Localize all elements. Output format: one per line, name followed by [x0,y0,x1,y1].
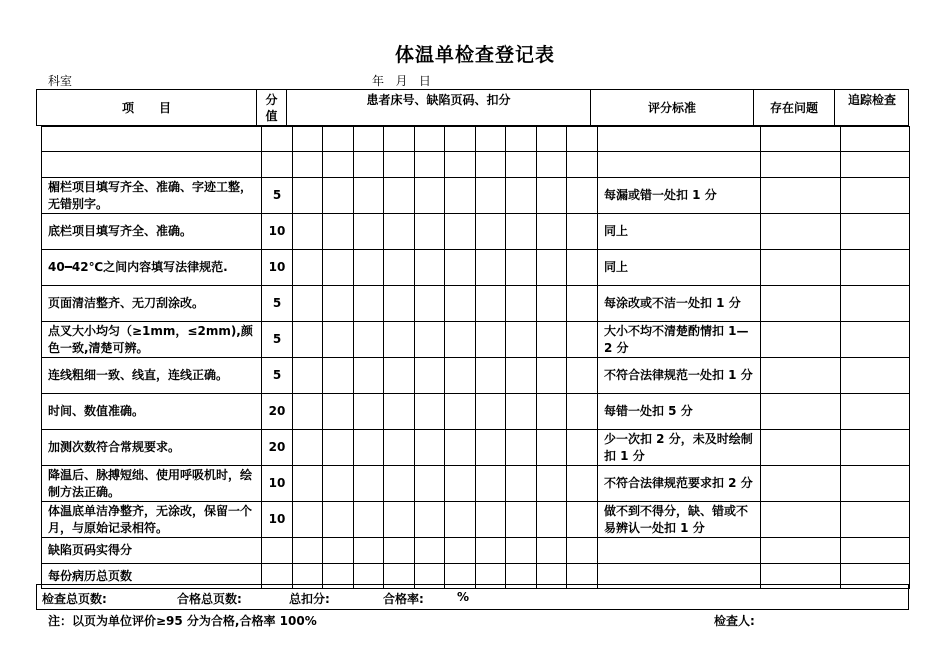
patient-cell[interactable] [323,127,354,152]
patient-cell[interactable] [293,286,323,322]
patient-cell[interactable] [476,214,506,250]
inspection-table [41,126,910,589]
patient-cell[interactable] [567,214,598,250]
patient-cell[interactable] [506,127,537,152]
table-row [42,394,910,430]
row-score: 10 [262,466,293,502]
issues-cell[interactable] [761,430,841,466]
patient-cell[interactable] [567,394,598,430]
patient-cell[interactable] [354,250,384,286]
patient-cell[interactable] [323,322,354,358]
patient-cell[interactable] [415,466,445,502]
row-item: 体温底单洁净整齐，无涂改，保留一个月，与原始记录相符。 [42,502,262,538]
percent-sign: % [457,590,470,604]
followup-cell[interactable] [841,430,910,466]
row-criteria: 每错一处扣 5 分 [598,394,761,430]
issues-cell[interactable] [761,152,841,178]
patient-cell[interactable] [384,127,415,152]
row-criteria: 不符合法律规范要求扣 2 分 [598,466,761,502]
table-row [42,358,910,394]
row-item [42,152,262,178]
patient-cell[interactable] [506,250,537,286]
patient-cell[interactable] [384,466,415,502]
followup-cell[interactable] [841,178,910,214]
patient-cell[interactable] [476,250,506,286]
pass-rate-label: 合格率: [383,592,424,606]
patient-cell[interactable] [445,430,476,466]
patient-cell[interactable] [323,466,354,502]
patient-cell[interactable] [445,502,476,538]
header-item: 项 目 [121,101,172,115]
issues-cell[interactable] [761,250,841,286]
issues-cell[interactable] [761,466,841,502]
row-score: 10 [262,214,293,250]
patient-cell[interactable] [476,127,506,152]
patient-cell[interactable] [384,214,415,250]
patient-cell[interactable] [384,394,415,430]
patient-cell[interactable] [293,358,323,394]
patient-cell[interactable] [476,178,506,214]
header-followup: 追踪检查 [847,93,896,107]
row-criteria: 做不到不得分，缺、错或不易辨认一处扣 1 分 [598,502,761,538]
patient-cell[interactable] [506,358,537,394]
patient-cell[interactable] [476,538,506,564]
patient-cell[interactable] [445,214,476,250]
issues-cell[interactable] [761,538,841,564]
row-item: 每份病历总页数 [42,564,262,589]
patient-cell[interactable] [354,358,384,394]
row-item: 连线粗细一致、线直，连线正确。 [42,358,262,394]
patient-cell[interactable] [567,250,598,286]
patient-cell[interactable] [537,502,567,538]
patient-cell[interactable] [506,394,537,430]
row-item: 楣栏项目填写齐全、准确、字迹工整，无错别字。 [42,178,262,214]
patient-cell[interactable] [567,466,598,502]
patient-cell[interactable] [415,286,445,322]
patient-cell[interactable] [537,214,567,250]
patient-cell[interactable] [445,250,476,286]
summary-bar [36,584,909,610]
table-row [42,286,910,322]
patient-cell[interactable] [354,502,384,538]
patient-cell[interactable] [415,214,445,250]
row-item: 底栏项目填写齐全、准确。 [42,214,262,250]
patient-cell[interactable] [354,178,384,214]
patient-cell[interactable] [567,127,598,152]
patient-cell[interactable] [323,502,354,538]
table-row [42,430,910,466]
followup-cell[interactable] [841,466,910,502]
row-criteria: 每漏或错一处扣 1 分 [598,178,761,214]
table-row [42,538,910,564]
patient-cell[interactable] [506,538,537,564]
patient-cell[interactable] [354,430,384,466]
patient-cell[interactable] [323,214,354,250]
row-item: 降温后、脉搏短绌、使用呼吸机时，绘制方法正确。 [42,466,262,502]
issues-cell[interactable] [761,214,841,250]
row-score: 20 [262,430,293,466]
patient-cell[interactable] [293,214,323,250]
header-issues: 存在问题 [769,101,818,115]
row-score: 10 [262,502,293,538]
patient-cell[interactable] [415,502,445,538]
patient-cell[interactable] [476,466,506,502]
table-row [42,250,910,286]
patient-cell[interactable] [354,127,384,152]
issues-cell[interactable] [761,502,841,538]
patient-cell[interactable] [354,466,384,502]
patient-cell[interactable] [476,358,506,394]
patient-cell[interactable] [567,502,598,538]
patient-cell[interactable] [354,286,384,322]
patient-cell[interactable] [384,430,415,466]
row-criteria: 少一次扣 2 分，未及时绘制扣 1 分 [598,430,761,466]
patient-cell[interactable] [293,127,323,152]
patient-cell[interactable] [445,127,476,152]
patient-cell[interactable] [537,430,567,466]
patient-cell[interactable] [476,322,506,358]
total-deduct-label: 总扣分: [289,592,330,606]
patient-cell[interactable] [293,466,323,502]
row-score: 5 [262,358,293,394]
patient-cell[interactable] [476,152,506,178]
patient-cell[interactable] [445,286,476,322]
followup-cell[interactable] [841,286,910,322]
table-row [42,127,910,152]
patient-cell[interactable] [354,394,384,430]
patient-cell[interactable] [445,358,476,394]
patient-cell[interactable] [537,286,567,322]
patient-cell[interactable] [323,430,354,466]
patient-cell[interactable] [354,322,384,358]
patient-cell[interactable] [567,538,598,564]
followup-cell[interactable] [841,502,910,538]
row-score: 10 [262,250,293,286]
patient-cell[interactable] [323,152,354,178]
patient-cell[interactable] [323,250,354,286]
followup-cell[interactable] [841,394,910,430]
patient-cell[interactable] [384,322,415,358]
patient-cell[interactable] [537,466,567,502]
patient-cell[interactable] [415,394,445,430]
followup-cell[interactable] [841,358,910,394]
patient-cell[interactable] [567,178,598,214]
row-criteria: 大小不均不清楚酌情扣 1—2 分 [598,322,761,358]
total-pages-label: 检查总页数: [42,592,107,606]
patient-cell[interactable] [384,358,415,394]
patient-cell[interactable] [384,502,415,538]
patient-cell[interactable] [506,322,537,358]
issues-cell[interactable] [761,322,841,358]
form-title: 体温单检查登记表 [394,44,555,66]
patient-cell[interactable] [323,538,354,564]
followup-cell[interactable] [841,322,910,358]
patient-cell[interactable] [415,430,445,466]
patient-cell[interactable] [506,502,537,538]
patient-cell[interactable] [567,286,598,322]
row-item: 时间、数值准确。 [42,394,262,430]
patient-cell[interactable] [354,538,384,564]
row-item [42,127,262,152]
table-row [42,214,910,250]
patient-cell[interactable] [415,250,445,286]
patient-cell[interactable] [506,286,537,322]
row-item: 页面清洁整齐、无刀刮涂改。 [42,286,262,322]
header-patients: 患者床号、缺陷页码、扣分 [366,93,511,107]
patient-cell[interactable] [445,152,476,178]
row-criteria [598,152,761,178]
patient-cell[interactable] [354,214,384,250]
followup-cell[interactable] [841,538,910,564]
patient-cell[interactable] [476,430,506,466]
patient-cell[interactable] [384,152,415,178]
patient-cell[interactable] [506,178,537,214]
issues-cell[interactable] [761,358,841,394]
row-criteria: 每涂改或不洁一处扣 1 分 [598,286,761,322]
row-criteria [598,538,761,564]
patient-cell[interactable] [476,286,506,322]
patient-cell[interactable] [537,538,567,564]
patient-cell[interactable] [415,152,445,178]
patient-cell[interactable] [354,152,384,178]
patient-cell[interactable] [293,394,323,430]
issues-cell[interactable] [761,127,841,152]
followup-cell[interactable] [841,127,910,152]
patient-cell[interactable] [293,502,323,538]
row-score: 5 [262,286,293,322]
row-item: 40━42℃之间内容填写法律规范. [42,250,262,286]
patient-cell[interactable] [445,178,476,214]
patient-cell[interactable] [537,394,567,430]
patient-cell[interactable] [415,127,445,152]
table-row [42,322,910,358]
patient-cell[interactable] [506,466,537,502]
patient-cell[interactable] [506,430,537,466]
row-criteria: 同上 [598,250,761,286]
row-score [262,127,293,152]
patient-cell[interactable] [537,322,567,358]
table-row [42,502,910,538]
patient-cell[interactable] [293,250,323,286]
patient-cell[interactable] [323,178,354,214]
inspector-label: 检查人: [714,614,755,628]
patient-cell[interactable] [415,322,445,358]
patient-cell[interactable] [537,250,567,286]
row-criteria: 不符合法律规范一处扣 1 分 [598,358,761,394]
patient-cell[interactable] [537,152,567,178]
patient-cell[interactable] [537,127,567,152]
issues-cell[interactable] [761,286,841,322]
patient-cell[interactable] [384,286,415,322]
row-score [262,538,293,564]
followup-cell[interactable] [841,152,910,178]
patient-cell[interactable] [293,178,323,214]
patient-cell[interactable] [445,322,476,358]
table-row [42,466,910,502]
footnote: 注：以页为单位评价≥95 分为合格,合格率 100% [48,614,317,628]
pass-pages-label: 合格总页数: [177,592,242,606]
header-criteria: 评分标准 [647,101,696,115]
patient-cell[interactable] [415,358,445,394]
patient-cell[interactable] [293,430,323,466]
followup-cell[interactable] [841,214,910,250]
issues-cell[interactable] [761,394,841,430]
patient-cell[interactable] [567,152,598,178]
patient-cell[interactable] [445,466,476,502]
patient-cell[interactable] [384,538,415,564]
patient-cell[interactable] [293,538,323,564]
patient-cell[interactable] [323,358,354,394]
date-label: 年 月 日 [372,74,431,88]
patient-cell[interactable] [506,152,537,178]
row-criteria [598,127,761,152]
department-label: 科室 [48,74,73,88]
patient-cell[interactable] [323,394,354,430]
patient-cell[interactable] [476,502,506,538]
patient-cell[interactable] [567,322,598,358]
followup-cell[interactable] [841,250,910,286]
row-score: 20 [262,394,293,430]
patient-cell[interactable] [537,178,567,214]
row-score: 5 [262,322,293,358]
patient-cell[interactable] [384,178,415,214]
patient-cell[interactable] [445,538,476,564]
patient-cell[interactable] [293,152,323,178]
header-score: 分 值 [265,93,278,123]
patient-cell[interactable] [567,430,598,466]
patient-cell[interactable] [537,358,567,394]
row-item: 点叉大小均匀（≥1mm，≤2mm),颜色一致,清楚可辨。 [42,322,262,358]
table-row [42,152,910,178]
table-row [42,178,910,214]
patient-cell[interactable] [567,358,598,394]
patient-cell[interactable] [476,394,506,430]
row-score: 5 [262,178,293,214]
issues-cell[interactable] [761,178,841,214]
row-item: 加测次数符合常规要求。 [42,430,262,466]
row-criteria: 同上 [598,214,761,250]
patient-cell[interactable] [293,322,323,358]
patient-cell[interactable] [506,214,537,250]
patient-cell[interactable] [415,538,445,564]
patient-cell[interactable] [445,394,476,430]
row-item: 缺陷页码实得分 [42,538,262,564]
patient-cell[interactable] [415,178,445,214]
patient-cell[interactable] [323,286,354,322]
row-score [262,152,293,178]
patient-cell[interactable] [384,250,415,286]
